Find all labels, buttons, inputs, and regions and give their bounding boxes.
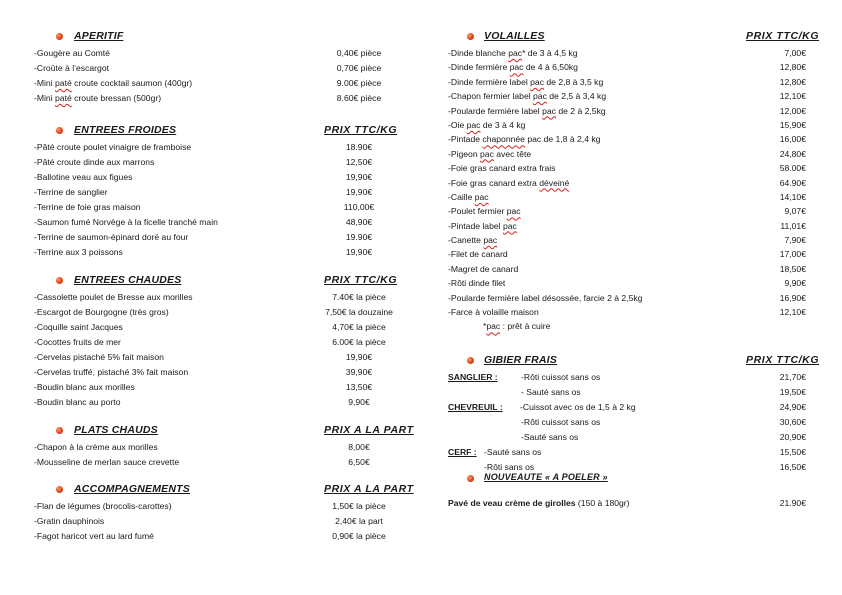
menu-item (421, 104, 842, 118)
item-name: -Dinde blanche pac* de 3 à 4,5 kg (448, 48, 578, 58)
item-price: 18,50€ (779, 263, 806, 274)
price-column-header: PRIX A LA PART (324, 483, 414, 495)
item-price: 39,90€ (345, 367, 373, 377)
menu-item (421, 190, 842, 204)
item-price: 7,90€ (784, 235, 806, 246)
item-name: -Coquille saint Jacques (34, 322, 123, 332)
bullet-icon (56, 33, 63, 40)
menu-item (0, 350, 421, 365)
item-price: 14,10€ (779, 191, 806, 202)
bullet-icon (56, 427, 63, 434)
section-title: APERITIF (74, 30, 124, 42)
menu-item (421, 445, 842, 460)
item-name: -Pintade chaponnée pac de 1,8 à 2,4 kg (448, 134, 601, 145)
menu-section (0, 483, 421, 544)
spellcheck-word: pac (502, 220, 517, 231)
menu-section (0, 274, 421, 410)
item-price: 21.90€ (779, 498, 806, 508)
item-name: -Cervelas truffé, pistaché 3% fait maison (34, 367, 189, 377)
spellcheck-word: pac (530, 76, 545, 87)
item-name: -Mousseline de merlan sauce crevette (34, 457, 180, 467)
item-price: 24,90€ (779, 402, 806, 412)
menu-section (421, 354, 842, 475)
menu-section (421, 30, 842, 333)
menu-item (0, 91, 421, 106)
menu-item (0, 215, 421, 230)
item-price: 15,50€ (779, 447, 806, 457)
item-name: -Terrine aux 3 poissons (34, 247, 123, 257)
item-name: -Dinde fermière label pac de 2,8 à 3,5 kg (448, 76, 604, 87)
menu-item (0, 455, 421, 470)
item-price: 7,50€ la douzaine (325, 307, 393, 317)
menu-item (421, 247, 842, 261)
section-header (0, 274, 421, 290)
menu-item (421, 118, 842, 132)
item-price: 48,90€ (345, 217, 373, 227)
section-title: ENTREES FROIDES (74, 124, 177, 136)
section-title: ENTREES CHAUDES (74, 274, 182, 286)
price-column-header: PRIX TTC/KG (324, 124, 398, 136)
item-price: 12,10€ (779, 91, 806, 102)
section-header (421, 354, 842, 370)
item-name: -Boudin blanc aux morilles (34, 382, 135, 392)
item-price: 19.90€ (345, 232, 373, 242)
game-category-label: CERF : (448, 447, 477, 457)
item-price: 8.60€ pièce (336, 93, 382, 103)
menu-item (0, 170, 421, 185)
menu-section (421, 472, 842, 511)
item-price: 0,90€ la pièce (332, 531, 386, 541)
item-name: -Rôti dinde filet (448, 278, 506, 289)
spellcheck-word: paté (55, 93, 72, 103)
item-name: -Cuissot avec os de 1,5 à 2 kg (520, 402, 636, 412)
item-name: -Escargot de Bourgogne (très gros) (34, 307, 169, 317)
item-name: -Mini paté croute cocktail saumon (400gr) (34, 78, 193, 88)
spellcheck-word: pac (486, 321, 501, 332)
item-name: -Foie gras canard extra déveiné (448, 177, 570, 188)
menu-item (421, 400, 842, 415)
item-price: 9,07€ (784, 206, 806, 217)
menu-item (421, 291, 842, 305)
spellcheck-word: chaponnée (482, 134, 525, 145)
footnote-text: *pac : prêt à cuire (483, 321, 551, 332)
spellcheck-word: pac (542, 105, 556, 116)
item-name: -Farce à volaille maison (448, 307, 539, 318)
item-name: -Saumon fumé Norvège à la ficelle tranché main (34, 217, 218, 227)
item-name: -Pâté croute poulet vinaigre de framboise (34, 142, 192, 152)
menu-item (421, 496, 842, 511)
item-price: 9,90€ (348, 397, 370, 407)
item-price: 13,50€ (345, 382, 373, 392)
item-price: 0,70€ pièce (336, 63, 382, 73)
item-name: -Flan de légumes (brocolis-carottes) (34, 501, 172, 511)
menu-item (421, 161, 842, 175)
item-name: -Gratin dauphinois (34, 516, 105, 526)
bullet-icon (467, 475, 474, 482)
spellcheck-word: pac (508, 48, 523, 58)
menu-item (421, 147, 842, 161)
item-name: -Sauté sans os (484, 447, 542, 457)
item-price: 18.90€ (345, 142, 373, 152)
section-header (421, 30, 842, 46)
menu-item (0, 155, 421, 170)
bullet-icon (56, 127, 63, 134)
menu-item (421, 233, 842, 247)
item-name: -Cocottes fruits de mer (34, 337, 121, 347)
item-price: 21,70€ (779, 372, 806, 382)
section-title: ACCOMPAGNEMENTS (74, 483, 190, 495)
spellcheck-word: pac (509, 62, 524, 73)
item-name: -Dinde fermière pac de 4 à 6,50kg (448, 62, 578, 73)
item-name: -Rôti cuissot sans os (521, 372, 601, 382)
section-header (0, 30, 421, 46)
item-name: -Oie pac de 3 à 4 kg (448, 119, 526, 130)
item-price: 30,60€ (779, 417, 806, 427)
item-price: 16,90€ (779, 292, 806, 303)
menu-item (0, 335, 421, 350)
item-name: - Sauté sans os (521, 387, 581, 397)
spellcheck-word: pac (533, 91, 547, 102)
menu-item (0, 76, 421, 91)
item-name: -Caille pac (448, 191, 489, 202)
item-price: 7,00€ (784, 48, 806, 58)
menu-item (421, 89, 842, 103)
menu-item (0, 245, 421, 260)
item-price: 58.00€ (779, 163, 806, 174)
item-price: 8,00€ (348, 442, 370, 452)
spellcheck-word: pac (483, 235, 498, 246)
item-price: 12,10€ (779, 307, 806, 318)
item-name: Pavé de veau crème de girolles (150 à 180gr) (448, 498, 630, 508)
item-name: -Rôti sans os (484, 462, 535, 472)
item-name: -Mini paté croute bressan (500gr) (34, 93, 162, 103)
item-price: 12,80€ (779, 62, 806, 73)
item-price: 19,90€ (345, 187, 373, 197)
item-name: -Filet de canard (448, 249, 508, 260)
item-name: -Chapon à la crème aux morilles (34, 442, 158, 452)
price-column-header: PRIX TTC/KG (746, 354, 820, 366)
item-name: -Cervelas pistaché 5% fait maison (34, 352, 164, 362)
menu-item (421, 385, 842, 400)
item-price: 110,00€ (343, 202, 375, 212)
item-price: 12,80€ (779, 76, 806, 87)
menu-item (0, 320, 421, 335)
item-name: -Pigeon pac avec tête (448, 148, 532, 159)
spellcheck-word: pac (480, 148, 494, 159)
item-price: 0,40€ pièce (336, 48, 382, 58)
menu-item (0, 290, 421, 305)
item-price: 19,90€ (345, 247, 373, 257)
section-title: VOLAILLES (484, 30, 545, 42)
item-price: 9.00€ pièce (336, 78, 382, 88)
spacer (421, 488, 842, 496)
menu-item (421, 176, 842, 190)
item-name: -Poulet fermier pac (448, 206, 521, 217)
game-category-label: SANGLIER : (448, 372, 498, 382)
item-name: -Terrine de saumon-épinard doré au four (34, 232, 189, 242)
menu-item (421, 75, 842, 89)
menu-item (0, 230, 421, 245)
item-price: 12,50€ (345, 157, 373, 167)
item-price: 24,80€ (779, 148, 806, 159)
menu-item (421, 305, 842, 319)
menu-item (421, 46, 842, 60)
item-name: -Sauté sans os (521, 432, 579, 442)
item-price: 19,90€ (345, 172, 373, 182)
item-price: 16,00€ (779, 134, 806, 145)
menu-item (0, 185, 421, 200)
menu-item (0, 61, 421, 76)
item-price: 16,50€ (779, 462, 806, 472)
item-price: 12,00€ (779, 105, 806, 116)
item-price: 20,90€ (779, 432, 806, 442)
item-price: 64.90€ (779, 177, 806, 188)
item-name: -Chapon fermier label pac de 2,5 à 3,4 kg (448, 91, 607, 102)
price-column-header: PRIX TTC/KG (324, 274, 398, 286)
spellcheck-word: pac (506, 206, 521, 217)
item-price: 6.00€ la pièce (332, 337, 386, 347)
section-title: GIBIER FRAIS (484, 354, 557, 366)
bullet-icon (56, 277, 63, 284)
spellcheck-word: pac (466, 119, 481, 130)
menu-item (0, 395, 421, 410)
menu-item (421, 132, 842, 146)
item-name: -Rôti cuissot sans os (521, 417, 601, 427)
menu-item (0, 514, 421, 529)
section-header (0, 483, 421, 499)
item-price: 11,01€ (780, 220, 806, 231)
item-price: 1,50€ la pièce (332, 501, 386, 511)
spellcheck-word: paté (55, 78, 72, 88)
menu-item (0, 305, 421, 320)
item-name: -Boudin blanc au porto (34, 397, 121, 407)
menu-item (0, 499, 421, 514)
item-name: -Foie gras canard extra frais (448, 163, 556, 174)
item-name: -Fagot haricot vert au lard fumé (34, 531, 154, 541)
item-name: -Ballotine veau aux figues (34, 172, 133, 182)
section-title: NOUVEAUTE « A POELER » (484, 472, 608, 482)
item-name: -Canette pac (448, 235, 498, 246)
menu-item (421, 430, 842, 445)
bullet-icon (467, 357, 474, 364)
menu-item (421, 370, 842, 385)
menu-section (0, 30, 421, 106)
menu-item (0, 440, 421, 455)
menu-item (0, 365, 421, 380)
item-name: -Pintade label pac (448, 220, 517, 231)
price-column-header: PRIX A LA PART (324, 424, 414, 436)
spellcheck-word: déveiné (539, 177, 570, 188)
menu-item (421, 262, 842, 276)
menu-item (0, 46, 421, 61)
item-name-bold: Pavé de veau crème de girolles (448, 498, 576, 508)
game-category-label: CHEVREUIL : (448, 402, 503, 412)
item-price: 19,50€ (779, 387, 806, 397)
menu-section (0, 124, 421, 260)
section-title: PLATS CHAUDS (74, 424, 158, 436)
item-price: 9,90€ (784, 278, 806, 289)
item-name: -Poularde fermière label pac de 2 à 2,5kg (448, 105, 606, 116)
item-price: 4,70€ la pièce (332, 322, 386, 332)
item-price: 15,90€ (779, 119, 806, 130)
item-price: 2,40€ la part (335, 516, 383, 526)
item-name: -Gougère au Comté (34, 48, 110, 58)
item-name: -Terrine de sanglier (34, 187, 108, 197)
menu-item (421, 219, 842, 233)
bullet-icon (467, 33, 474, 40)
section-header (421, 472, 842, 488)
item-name: -Magret de canard (448, 263, 519, 274)
menu-item (421, 204, 842, 218)
item-price: 19,90€ (345, 352, 373, 362)
menu-item (0, 529, 421, 544)
item-name: -Cassolette poulet de Bresse aux morilles (34, 292, 193, 302)
item-name: -Pâté croute dinde aux marrons (34, 157, 155, 167)
bullet-icon (56, 486, 63, 493)
menu-item (421, 60, 842, 74)
spellcheck-word: pac (474, 191, 489, 202)
section-header (0, 424, 421, 440)
item-price: 7.40€ la pièce (332, 292, 386, 302)
item-name: -Croûte à l’escargot (34, 63, 109, 73)
menu-item (0, 140, 421, 155)
menu-item (0, 380, 421, 395)
section-header (0, 124, 421, 140)
price-column-header: PRIX TTC/KG (746, 30, 820, 42)
item-name: -Terrine de foie gras maison (34, 202, 141, 212)
item-price: 17,00€ (779, 249, 806, 260)
item-name: -Poularde fermière label désossée, farcie 2 à 2,5kg (448, 292, 643, 303)
menu-item (421, 276, 842, 290)
menu-item (0, 200, 421, 215)
menu-item (421, 415, 842, 430)
item-price: 6,50€ (348, 457, 370, 467)
menu-section (0, 424, 421, 470)
footnote (421, 319, 842, 333)
